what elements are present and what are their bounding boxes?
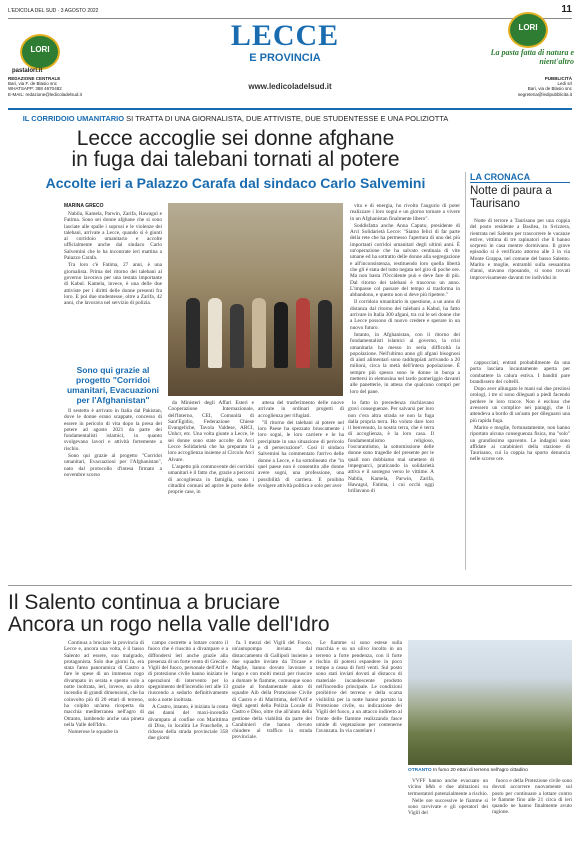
sidebar-column-2: cappucciati, entrati probabilmente da una porta lasciata incautamente aperta per combattere la calura estiva. I banditi pare brandissero dei coltelli. Dopo aver allungato le mani sui due preziosi orologi, i tre si sono dileguati a piedi facendo perdere le loro tracce. Non è escluso che avessero un complice nei paraggi, che li attendeva a bordo di un'auto per dileguarsi una più rapida fuga. Marito e moglie, fortunatamente, non hanno riportato alcuna conseguenza fisica, ma "solo" un grandissimo spavento. Le indagini sono affidate ai carabinieri della stazione di Taurisano, cui la coppia ha sporto denuncia nelle scorse ore.: [470, 360, 570, 463]
article-kicker: IL CORRIDOIO UMANITARIO SI TRATTA DI UNA GIORNALISTA, DUE ATTIVISTE, DUE STUDENTESSE E UNA POLIZIOTTA: [22, 114, 449, 123]
article-column-5: vita e di energia, ho rivolto l'augurio di poter realizzare i loro sogni e un giorno tornare a vivere in un Afghanistan finalmente libero". Soddisfatta anche Anna Caputo, presidente di Arci Solidarietà Lecce: "Siamo felici di far parte della rete che ha permesso l'apertura di uno dei più importanti corridoi umanitari degli ultimi anni. È un'operazione che ha salvato centinaia di vite umane ed ha sottratto delle donne alla segregazione e all'inconsistenza, restituendo loro quella libertà che gli è stata del tutto negata nel giro di poche ore. Ma non basta l'Occidente può e deve fare di più. Dal ritorno dei talebani è trascorso un anno. L'impasse col passare del tempo si trasforma in abbandono, e questo non si deve più ripetere." Il corridoio umanitario in questione, a un anno di distanza dal ritorno dei talebani a Kabul, ha fatto arrivare in Italia 300 afgani, tra cui le sei donne che a Lecce possono di nuovo credere e sperare in un nuovo futuro. Intanto, in Afghanistan, con il ritorno dei fondamentalisti islamici al governo, la crisi umanitaria ha messo in seria difficoltà la popolazione. Nell'ultimo anno gli afgani bisognosi di aiuti alimentari sono raddoppiati arrivando a 20 milioni, circa la metà dell'intera popolazione. È sempre più spesso sono le donne in burqa a mettersi in elemosina nel tardo pomeriggio davanti alle panetterie, in attesa che qualcuno compri per loro del pane.: [350, 203, 460, 395]
pull-quote: Sono qui grazie al progetto "Corridoi umanitari, Evacuazioni per l'Afghanistan": [66, 365, 160, 405]
logo-site: pastalori.it: [12, 68, 43, 74]
slogan: La pasta fatta di natura e nient'altro: [490, 48, 574, 66]
article2-column-3: fa. I mezzi dei Vigili del Fuoco, un'autopompa inviata dal distaccamento di Gallipoli insieme a due squadre inviate da Tricase e Maglie, hanno dovuto lavorare a lungo e con molti mezzi per riuscire a domare le fiamme, comunque sono grazie al fondamentale aiuto di squadre Aib della Protezione Civile di Castro e di Marittima, dell'Arif e degli agenti della Polizia Locale di Castro e Diso, oltre che all'aiuto della gestione della viabilità da parte dei Carabinieri che hanno dovuto chiudere al traffico la strada provinciale.: [232, 640, 312, 741]
article2-photo: [408, 640, 572, 765]
article2-column-4: Le fiamme si sono estese sulla macchia e su un ulivo incolto in un terreno a forte pendenza, con il forte rischio di potersi espandere in poco tempo a causa di forti venti. Sul posto sono stati inviati dovuti al distacco di materiale incandescente prodotto nell'incendio principale. Le condizioni proibitive del terreno e della scarsa visibilità per la notte hanno portato la Protezione civile, su indicazione dei Vigili del fuoco, a un attacco indiretto al fronte delle fiamme realizzando fasce umide di vegetazione per contenerne l'avanzata. In via cautelare i: [316, 640, 402, 735]
column-separator: [465, 172, 466, 570]
article-column-3: attesa del trasferimento delle nuove arrivate in ordinari progetti di accoglienza per rifugiati. "Il ritorno dei talebani al potere nel loro Paese ha spezzato bruscamente i loro sogni, le loro carriere e le ha precipitate in una situazione di pericolo e di persecuzione". Così il sindaco Salvemini ha commentato l'arrivo delle donne a Lecce, e ha sottolineato che "in quel paese non è consentito alle donne avere sogni, una professione, una possibilità di carriera. E proibito svolgere attività politica e solo per aver: [258, 400, 344, 489]
sidebar-column-1: Notte di terrore a Taurisano per una coppia del posto residente a Basilea, in Svizzera, rientrata nel Salento per trascorrere le vacanze estive, vittima di tre rapinatori che li hanno sorpresi in casa mentre dormivano. Il grave episodio si è verificato attorno alle 3 in via Monte Grappa, nel comune del basso Salento. Marito e moglie, entrambi sulla sessantina d'anni, stavano riposando, si sono trovati improvvisamente davanti tre individui in: [470, 218, 570, 281]
lori-logo-left: LORI: [20, 34, 60, 70]
sidebar-headline: Notte di paura a Taurisano: [470, 185, 552, 210]
byline: MARINA GRECO: [64, 203, 104, 209]
pubblicita-box: PUBBLICITÀ Ledi srl Bari, via de Blasio snc segreteria@ledipubblicita.it: [517, 76, 572, 97]
article-column-2: da Ministeri degli Affari Esteri e Cooperazione Internazionale, dell'Interno, CEI, Comunità di Sant'Egidio, Federazione Chiese Evangeliche, Tavola Valdese, ARCI, Unhcr, etc. Una volta giunte a Lecce, le sei donne sono state accolte da Arci Lecce Solidarietà che ha preparato la loro accoglienza insieme al Circolo Arci Alvare. L'aspetto più commovente dei corridoi umanitari è il fatto che, grazie a percorsi di accoglienza in famiglia, sono i cittadini comuni ad aprire le porte delle proprie case, in: [168, 400, 254, 496]
page-number: 11: [561, 4, 572, 15]
article2-column-2: campo costrette a lottare contro il fuoco che è riuscito a divampare e a diffondersi ieri anche grazie alla presenza di un forte vento di Grecale. Vigili del fuoco, personale dell'Arif e di protezione civile hanno iniziato le operazioni di intervento per lo spegnimento dell'incendio ieri alle 13 riuscendo a sedarlo definitivamente solo a notte inoltrata. A Castro, intanto, è iniziata la conta dei danni del maxi-incendio divampato al confine con Marittima di Diso, in località Le Fraschelle, a ridosso della strada provinciale 358 due giorni: [148, 640, 228, 742]
article-column-4: lo fatto in precedenza rischiavano gravi conseguenze. Per salvarsi per loro non c'era altra strada se non la fuga dalla propria terra. Ho voluto dare loro il benvenuto, la nostra terra, che è terra di accoglienza, è la loro casa. Il fondamentalismo religioso, l'oscurantismo, la sottomissione delle donne sono tragedie del presente per le quali non dobbiamo mai smettere di impegnarci, praticando la solidarietà attiva e il sostegno verso le vittime. A Nabila, Kamela, Parwin, Zarifa, Hawagul, Fatima, i cui occhi oggi brillavano di: [348, 400, 434, 495]
section-subtitle: E PROVINCIA: [249, 52, 321, 64]
redazione-box: REDAZIONE CENTRALE Bari, via F. de Blasio snc WHATSAPP: 388 4670482 E-MAIL: redazione@ledicoladelsud.it: [8, 76, 82, 97]
article-photo: [168, 203, 343, 396]
article-column-1: Nabila, Kamela, Parwin, Zarifa, Hawagul e Fatima. Sono sei donne afghane che si sono lasciate alle spalle i soprusi e le violenze dei talebani, arrivate a Lecce, quando si è giunti al corridoio umanitario e accolte ufficialmente anche dal sindaco Carlo Salvemini che le ha incontrate ieri mattina a Palazzo Carafa. Tra loro c'è Fatima, 27 anni, è una giornalista. Prima del ritorno dei talebani al governo lavorava per una testata importante di Kabul. Kamela, invece, è una delle due attiviste per i diritti delle donne presenti fra loro. E poi due studentesse, oltre a Zarifa, 42 anni, che lavorava nel servizio di polizia.: [64, 211, 162, 307]
newspaper-date: L'EDICOLA DEL SUD · 3 AGOSTO 2022: [8, 8, 99, 14]
article2-column-6: fuoco e della Protezione civile sono dovuti accorrere nuovamente sul posto per continuare a lottare contro le fiamme fino alle 21 circa di ieri quando ne hanno finalmente avuto ragione.: [492, 778, 572, 816]
photo-caption: OTRANTO In fumo 20 ettari di terreno nell'agro cittadino: [408, 768, 528, 773]
article2-headline: Il Salento continua a bruciare Ancora un rogo nella valle dell'Idro: [8, 591, 330, 636]
sidebar-tag: LA CRONACA: [470, 172, 570, 183]
article-subheadline: Accolte ieri a Palazzo Carafa dal sindaco Carlo Salvemini: [45, 175, 426, 191]
article-headline: Lecce accoglie sei donne afghane in fuga dai talebani tornati al potere: [71, 127, 400, 171]
section-divider: [8, 585, 572, 586]
article-column-1b: Il sestetto è arrivato in Italia dal Pakistan, dove le donne erano scappate, concesso di essere in pericolo di vita dopo la presa del potere ad agosto 2021 da parte dei fondamentalisti islamici, in quanto svolgevano lavori e attività fortemente a rischio. Sono qui grazie al progetto "Corridoi umanitari, Evacuazioni per l'Afghanistan", nato dal protocollo d'intesa firmato a novembre scorso: [64, 408, 162, 478]
section-title: LECCE: [230, 19, 340, 52]
lori-logo-right: LORI: [508, 12, 548, 48]
website-link[interactable]: www.ledicoladelsud.it: [248, 82, 332, 91]
page-header-bar: [8, 4, 572, 19]
article2-column-1: Continua a bruciare la provincia di Lecce e, ancora una volta, è il basso Salento ad essere, suo malgrado, protagonista. Solo due giorni fa, era stata l'area panoramica di Castro a fare le spese di un immenso rogo divampato in serata e spento solo a notte inoltrata, ieri, invece, un altro incendio di grandi dimensioni, che ha coinvolto più di 20 ettari di terreno, ha colpito un'area ricoperta da macchia mediterranea nell'agro di Otranto, lambendo anche una pineta nella Valle dell'Idro. Numerose le squadre in: [64, 640, 144, 736]
article2-column-5: VVFF hanno anche evacuato un vicino b&b e due abitazioni su termostatori potenzialmente a rischio. Nelle ore successive le fiamme si sono ravvivate e gli operatori dei Vigili del: [408, 778, 488, 817]
header-rule: [8, 108, 572, 110]
masthead: [195, 20, 375, 64]
